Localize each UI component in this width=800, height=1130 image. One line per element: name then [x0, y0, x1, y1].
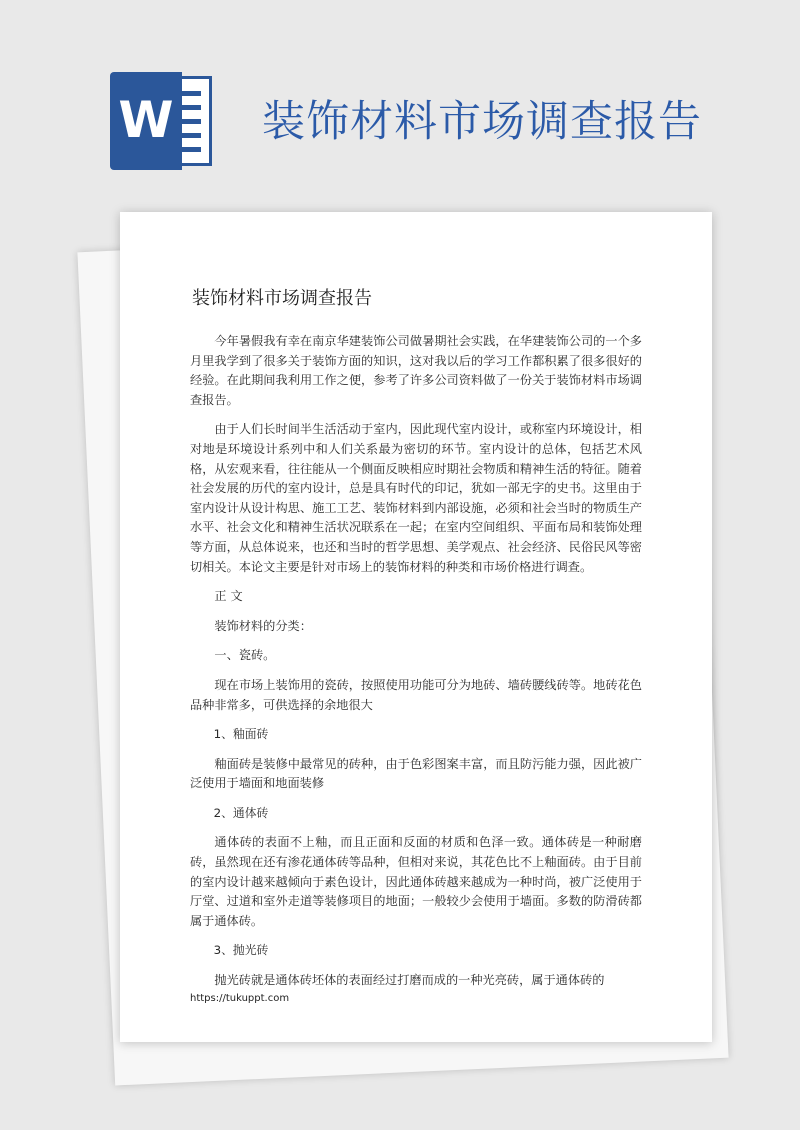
document-body [190, 332, 642, 991]
paragraph-full-body-tile: 通体砖的表面不上釉，而且正面和反面的材质和色泽一致。通体砖是一种耐磨砖，虽然现在还有渗花通体砖等品种，但相对来说，其花色比不上釉面砖。由于目前的室内设计越来越倾向于素色设计，因此通体砖越来越成为一种时尚，被广泛使用于厅堂、过道和室外走道等装修项目的地面；一般较少会使用于墙面。多数的防滑砖都属于通体砖。 [190, 835, 642, 928]
document-title: 装饰材料市场调查报告 [192, 288, 372, 309]
section-classify-heading: 装饰材料的分类： [214, 618, 312, 633]
item-full-body-tile-heading: 2、通体砖 [213, 805, 269, 820]
document-page [120, 212, 712, 1042]
paragraph-background: 由于人们长时间半生活活动于室内，因此现代室内设计，或称室内环境设计，相对地是环境设计系列中和人们关系最为密切的环节。室内设计的总体，包括艺术风格，从宏观来看，往往能从一个侧面反映相应时期社会物质和精神生活的特征。随着社会发展的历代的室内设计，总是具有时代的印记，犹如一部无字的史书。这里由于室内设计从设计构思、施工工艺、装饰材料到内部设施，必须和社会当时的物质生产水平、社会文化和精神生活状况联系在一起；在室内空间组织、平面布局和装饰处理等方面，从总体说来，也还和当时的哲学思想、美学观点、社会经济、民俗民风等密切相关。本论文主要是针对市场上的装饰材料的种类和市场价格进行调查。 [190, 422, 642, 574]
banner-title: 装饰材料市场调查报告 [262, 97, 702, 147]
footer-url: https://tukuppt.com [190, 993, 290, 1004]
word-letter: W [118, 91, 174, 149]
item-glazed-tile-heading: 1、釉面砖 [213, 727, 269, 742]
item-polished-tile-heading: 3、抛光砖 [213, 943, 269, 958]
paragraph-intro: 今年暑假我有幸在南京华建装饰公司做暑期社会实践，在华建装饰公司的一个多月里我学到了很多关于装饰方面的知识，这对我以后的学习工作都积累了很多很好的经验。在此期间我利用工作之便，参考了许多公司资料做了一份关于装饰材料市场调查报告。 [190, 334, 642, 407]
word-badge [110, 72, 182, 170]
paragraph-polished-tile: 抛光砖就是通体砖坯体的表面经过打磨而成的一种光亮砖，属于通体砖的 [214, 973, 605, 988]
word-document-icon [110, 72, 212, 170]
section-main-heading: 正 文 [214, 589, 243, 604]
paragraph-glazed-tile: 釉面砖是装修中最常见的砖种，由于色彩图案丰富，而且防污能力强，因此被广泛使用于墙面和地面装修 [190, 756, 642, 791]
paragraph-tile: 现在市场上装饰用的瓷砖，按照使用功能可分为地砖、墙砖腰线砖等。地砖花色品种非常多，可供选择的余地很大 [190, 677, 642, 712]
banner-header [0, 0, 800, 200]
section-tile-heading: 一、瓷砖。 [214, 648, 276, 663]
